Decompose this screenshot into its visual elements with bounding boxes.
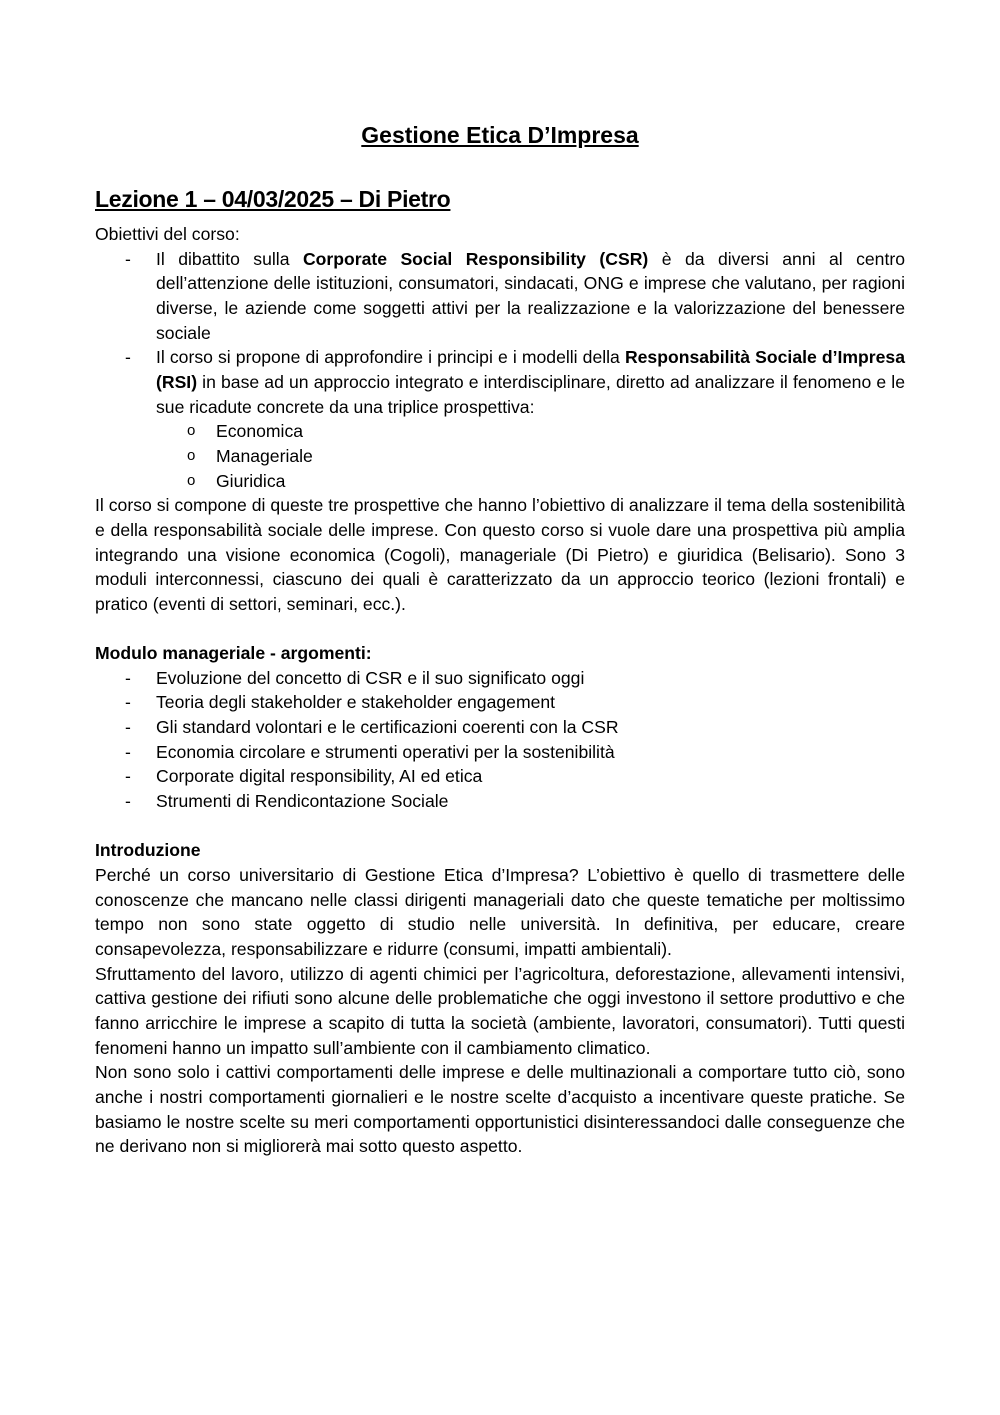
dash-bullet: - (125, 667, 131, 688)
introduction-heading: Introduzione (95, 840, 201, 861)
dash-bullet: - (125, 347, 131, 368)
perspective-item: o Manageriale (95, 444, 905, 469)
perspective-item: o Giuridica (95, 469, 905, 494)
dash-bullet: - (125, 741, 131, 762)
objectives-intro: Obiettivi del corso: (95, 224, 240, 244)
topic-item: - Corporate digital responsibility, AI ed etica (95, 764, 905, 789)
bold-term: Corporate Social Responsibility (CSR) (302, 248, 649, 269)
topic-item: - Teoria degli stakeholder e stakeholder engagement (95, 690, 905, 715)
circle-bullet: o (187, 422, 196, 440)
topic-item: - Gli standard volontari e le certificazioni coerenti con la CSR (95, 715, 905, 740)
spacer (95, 617, 905, 642)
lesson-heading: Lezione 1 – 04/03/2025 – Di Pietro (95, 186, 451, 212)
module-topics-list (95, 666, 905, 814)
introduction-paragraph: Perché un corso universitario di Gestione Etica d’Impresa? L’obiettivo è quello di trasmettere delle conoscenze che mancano nelle classi dirigenti manageriali dato che queste tematiche per moltissimo tempo non sono state oggetto di studio nelle università. In definitiva, per educare, creare consapevolezza, responsabilizzare e ridurre (consumi, impatti ambientali). (95, 865, 905, 959)
perspective-item: o Economica (95, 419, 905, 444)
dash-bullet: - (125, 692, 131, 713)
perspectives-list (95, 419, 905, 493)
circle-bullet: o (187, 446, 196, 464)
objectives-list (95, 247, 905, 420)
dash-bullet: - (125, 791, 131, 812)
document-title: Gestione Etica D’Impresa (361, 122, 639, 148)
topic-item: - Strumenti di Rendicontazione Sociale (95, 789, 905, 814)
dash-bullet: - (125, 717, 131, 738)
introduction-paragraph: Non sono solo i cattivi comportamenti delle imprese e delle multinazionali a comportare tutto ciò, sono anche i nostri comportamenti giornalieri e le nostre scelte d’acquisto a incentivare queste pratiche. Se basiamo le nostre scelte su meri comportamenti opportunistici disinteressandoci dalle conseguenze che ne derivano non si migliorerà mai sotto questo aspetto. (95, 1062, 905, 1157)
topic-item: - Economia circolare e strumenti operativi per la sostenibilità (95, 740, 905, 765)
objective-item: - Il corso si propone di approfondire i principi e i modelli della Responsabilità Sociale d’Impresa (RSI) in base ad un approccio integrato e interdisciplinare, diretto ad analizzare il fenomeno e le sue ricadute concrete da una triplice prospettiva: (125, 347, 905, 417)
spacer (95, 814, 905, 839)
topic-item: - Evoluzione del concetto di CSR e il suo significato oggi (95, 666, 905, 691)
introduction-paragraph: Sfruttamento del lavoro, utilizzo di agenti chimici per l’agricoltura, deforestazione, allevamenti intensivi, cattiva gestione dei rifiuti sono alcune delle problematiche che oggi investono il settore produttivo e che fanno arricchire le imprese a scapito di tutta la società (ambiente, lavoratori, consumatori). Tutti questi fenomeni hanno un impatto sull’ambiente con il cambiamento climatico. (95, 963, 905, 1058)
bold-term: Responsabilità Sociale d’Impresa (RSI) (156, 347, 905, 392)
dash-bullet: - (125, 766, 131, 787)
circle-bullet: o (187, 471, 196, 489)
dash-bullet: - (125, 248, 131, 269)
course-summary: Il corso si compone di queste tre prospettive che hanno l’obiettivo di analizzare il tema della sostenibilità e della responsabilità sociale delle imprese. Con questo corso si vuole dare una prospettiva più amplia integrando una visione economica (Cogoli), manageriale (Di Pietro) e giuridica (Belisario). Sono 3 moduli interconnessi, ciascuno dei quali è caratterizzato da un approccio teorico (lezioni frontali) e pratico (eventi di settori, seminari, ecc.). (95, 495, 905, 614)
module-heading: Modulo manageriale - argomenti: (95, 643, 372, 664)
objective-item: - Il dibattito sulla Corporate Social Responsibility (CSR) è da diversi anni al centro dell’attenzione delle istituzioni, consumatori, sindacati, ONG e imprese che valutano, per ragioni diverse, le aziende come soggetti attivi per la realizzazione e la valorizzazione del benessere sociale (125, 248, 905, 343)
document-body (95, 222, 905, 1159)
